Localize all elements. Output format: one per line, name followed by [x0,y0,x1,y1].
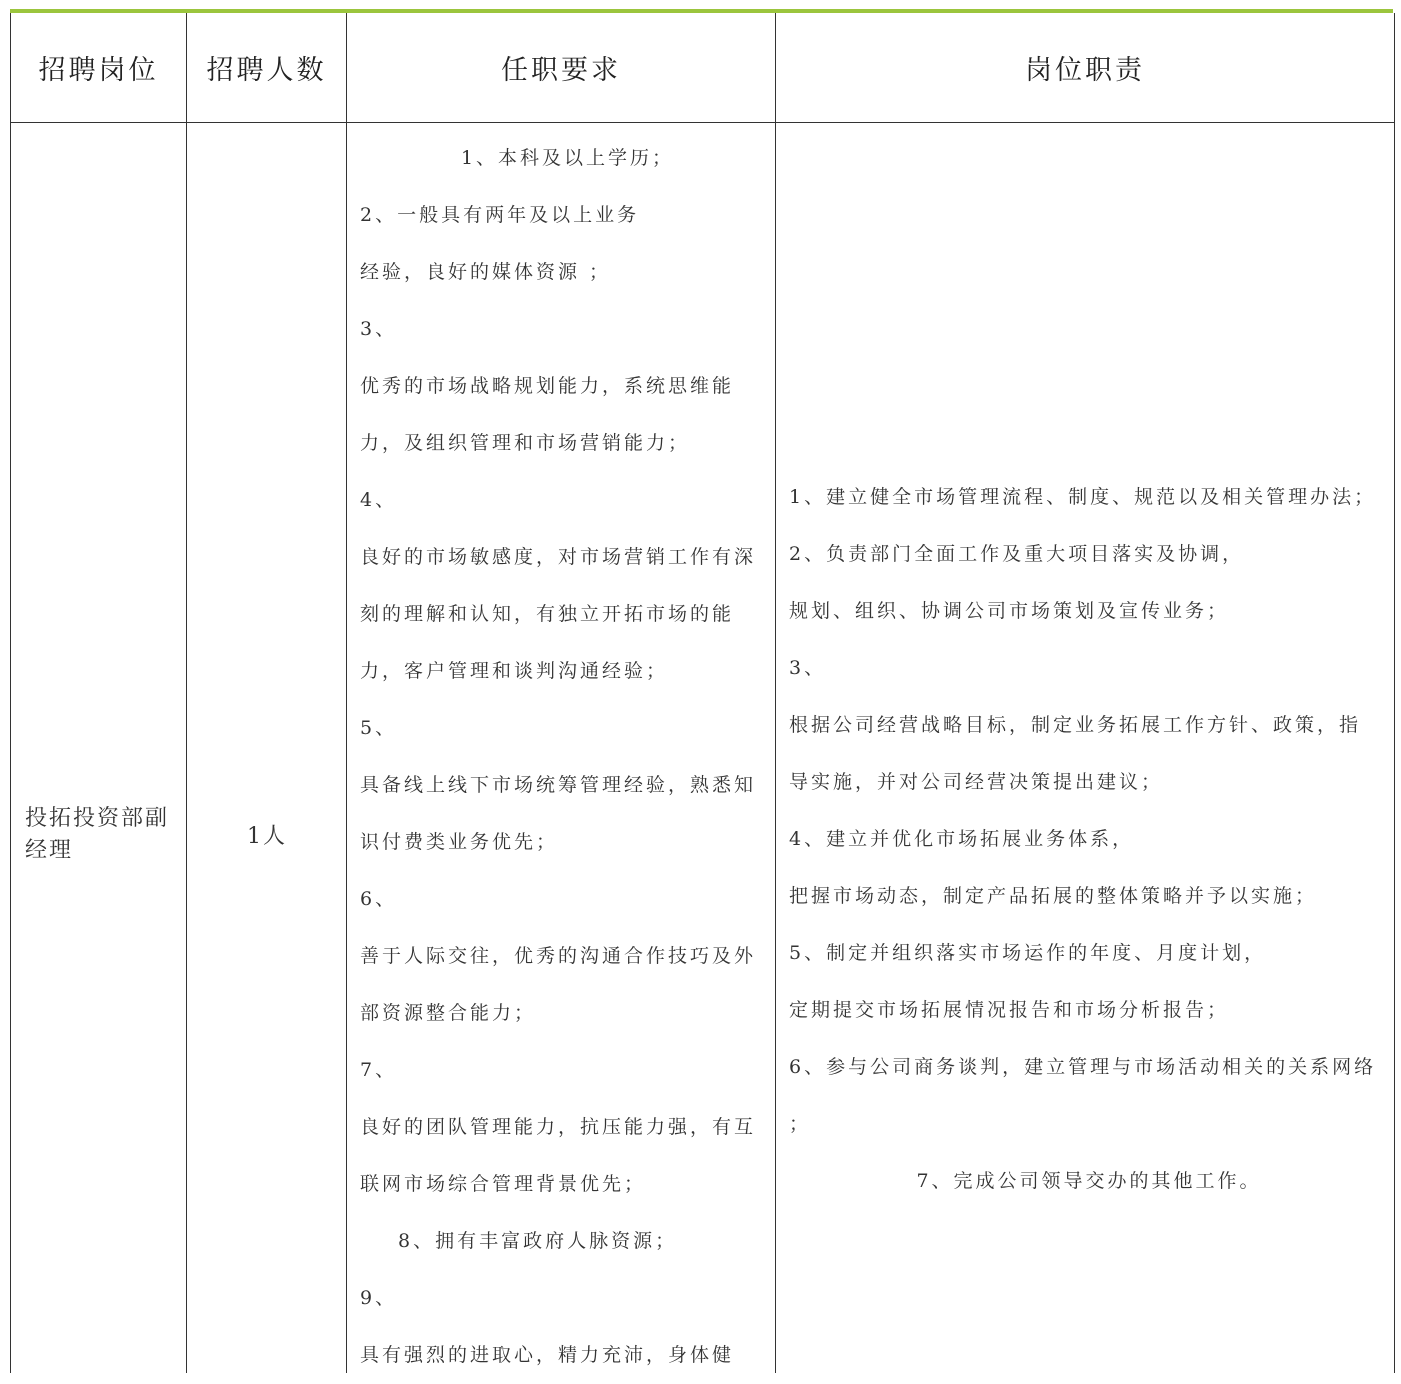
duties-list [789,469,1389,1210]
duty-line: 把握市场动态，制定产品拓展的整体策略并予以实施； [789,885,1318,907]
requirement-line: 3、 [360,318,398,340]
duty-line: 定期提交市场拓展情况报告和市场分析报告； [789,999,1230,1021]
duty-line: 4、建立并优化市场拓展业务体系， [789,828,1135,850]
requirement-line: 力，及组织管理和市场营销能力； [360,432,691,454]
requirements-list [360,130,775,1384]
header-divider [11,122,1394,123]
count-cell: 1人 [247,824,287,849]
duty-line: 导实施，并对公司经营决策提出建议； [789,771,1164,793]
duty-line: 3、 [789,657,827,679]
requirement-line: 2、一般具有两年及以上业务 [360,204,640,226]
requirement-line: 部资源整合能力； [360,1002,537,1024]
duty-line: 5、制定并组织落实市场运作的年度、月度计划， [789,942,1267,964]
requirement-line: 良好的市场敏感度，对市场营销工作有深 [360,546,757,568]
requirement-line: 9、 [360,1287,398,1309]
column-divider [346,13,347,1373]
duty-line: 1、建立健全市场管理流程、制度、规范以及相关管理办法； [789,486,1377,508]
requirement-line: 刻的理解和认知，有独立开拓市场的能 [360,603,735,625]
requirement-line: 4、 [360,489,398,511]
recruitment-table [10,13,1395,1373]
requirement-line: 5、 [360,717,398,739]
column-divider [775,13,776,1373]
header-duties: 岗位职责 [1025,55,1145,86]
requirement-line: 具有强烈的进取心，精力充沛，身体健 [360,1344,735,1366]
requirement-line: 具备线上线下市场统筹管理经验，熟悉知 [360,774,757,796]
requirement-line: 6、 [360,888,398,910]
requirement-line: 联网市场综合管理背景优先； [360,1173,647,1195]
requirement-line: 经验，良好的媒体资源 ； [360,261,612,283]
header-count: 招聘人数 [206,55,327,86]
requirement-line: 优秀的市场战略规划能力，系统思维能 [360,375,735,397]
duty-line: 根据公司经营战略目标，制定业务拓展工作方针、政策，指 [789,714,1362,736]
position-cell: 投拓投资部副经理 [25,806,170,863]
requirement-line: 识付费类业务优先； [360,831,559,853]
duty-line: ； [789,1113,812,1135]
duty-line: 6、参与公司商务谈判，建立管理与市场活动相关的关系网络 [789,1056,1377,1078]
requirement-line: 7、 [360,1059,398,1081]
requirement-line: 力，客户管理和谈判沟通经验； [360,660,669,682]
requirement-line: 良好的团队管理能力，抗压能力强，有互 [360,1116,757,1138]
requirement-line: 1、本科及以上学历； [460,147,675,169]
requirement-line: 8、拥有丰富政府人脉资源； [398,1230,678,1252]
header-position: 招聘岗位 [38,55,159,86]
duty-line: 7、完成公司领导交办的其他工作。 [916,1170,1262,1192]
header-requirements: 任职要求 [501,55,621,86]
column-divider [186,13,187,1373]
duty-line: 规划、组织、协调公司市场策划及宣传业务； [789,600,1230,622]
duty-line: 2、负责部门全面工作及重大项目落实及协调， [789,543,1245,565]
requirement-line: 善于人际交往，优秀的沟通合作技巧及外 [360,945,757,967]
